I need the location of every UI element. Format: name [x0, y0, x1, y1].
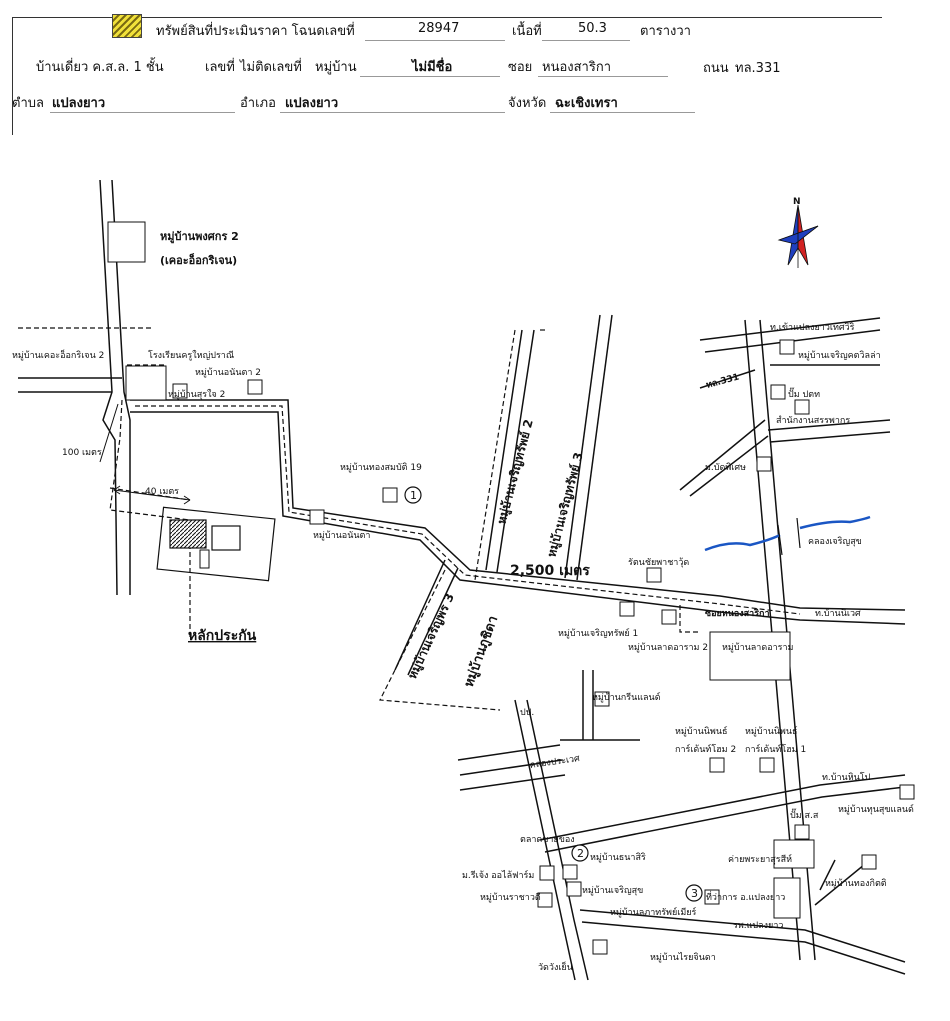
label-thongkitti: หมู่บ้านทองกิตติ [825, 879, 887, 889]
label-khlong-charoen: คลองเจริญสุข [808, 537, 862, 547]
amphoe-name: แปลงยาว [285, 96, 339, 111]
label-charoensap1: หมู่บ้านเจริญทรัพย์ 1 [558, 629, 639, 639]
label-hub-top: ท.เข้าแปลงยาวเทศวิริ [770, 323, 855, 333]
label-hub-right2: ท.บ้านหินโป [822, 773, 871, 783]
label-onanta2: หมู่บ้านอนันตา 2 [195, 368, 261, 378]
road-name: ทล.331 [735, 61, 781, 76]
label-camp: ค่ายพระยาสุรสีห์ [728, 855, 793, 865]
label-province: จังหวัด [508, 96, 547, 111]
label-khunluksangkhan: หมู่บ้านทุนสุขแลนด์ [838, 805, 914, 815]
label-charoenporn3: หมู่บ้านเจริญพร 3 [405, 590, 458, 682]
label-pumpsiam: ปั๊ม ส.ส [790, 811, 819, 821]
label-area: เนื้อที่ [512, 24, 542, 39]
label-house-no: เลขที่ [205, 60, 235, 75]
label-soi: ซอย [508, 60, 533, 75]
label-road: ถนน [703, 61, 729, 76]
marker-1: 1 [410, 489, 417, 502]
bridge-marks [778, 518, 800, 555]
label-laosap: หมู่บ้านลาดอาราม [722, 643, 794, 653]
label-phuchida: หมู่บ้านภูชิดา [461, 614, 502, 690]
label-school: โรงเรียนครูใหญ่ปราณี [148, 351, 235, 361]
deed-number: 28947 [418, 21, 460, 36]
label-khlong-prawet: คลองประเวศ [529, 754, 581, 771]
label-ptt: ปั๊ม ปตท [788, 390, 820, 400]
label-nipon1-sub: การ์เด้นท์โฮม 1 [745, 745, 807, 755]
label-bsthailand: ม.รีเจ้ง ออไล้ฟาร์ม [462, 871, 535, 881]
house-number: ไม่ติดเลขที่ [240, 60, 302, 75]
label-collateral: หลักประกัน [188, 628, 257, 644]
area-unit: ตารางวา [640, 24, 691, 39]
label-raichanika: หมู่บ้านไรยจินดา [650, 953, 716, 963]
label-laosap2: หมู่บ้านลาดอาราม 2 [628, 643, 709, 653]
label-property: ทรัพย์สินที่ประเมินราคา โฉนดเลขที่ [156, 24, 355, 39]
label-hub-right: ท.บ้านนิเวศ [815, 609, 861, 619]
north-label: N [793, 197, 801, 207]
label-surajai2: หมู่บ้านสุรใจ 2 [168, 390, 226, 400]
label-amphoe-office: ที่ว่าการ อ.แปลงยาว [706, 893, 786, 903]
label-nipon2: หมู่บ้านนิพนธ์ [675, 727, 728, 737]
label-pongsakorn2-sub: (เคอะอ็อกริเจน) [160, 254, 238, 267]
label-greenland: หมู่บ้านกรีนแลนด์ [592, 693, 661, 703]
label-charoensap3: หมู่บ้านเจริญทรัพย์ 3 [544, 450, 586, 559]
label-thongsombat19: หมู่บ้านทองสมบัติ 19 [340, 463, 422, 473]
label-charoensap2: หมู่บ้านเจริญทรัพย์ 2 [494, 417, 536, 526]
label-amphoe: อำเภอ [240, 96, 276, 111]
tambon-name: แปลงยาว [52, 96, 106, 111]
label-chareonsuk: หมู่บ้านเจริญสุข [582, 886, 644, 896]
label-nipon1: หมู่บ้านนิพนธ์ [745, 727, 798, 737]
label-market: ตลาดขายของ [520, 835, 575, 845]
building-type: บ้านเดี่ยว ค.ส.ล. 1 ชั้น [36, 60, 164, 75]
label-taxoffice: สำนักงานสรรพากร [776, 416, 851, 426]
label-dist2500: 2,500 เมตร [510, 563, 590, 579]
label-rachada: หมู่บ้านราชาวดี [480, 893, 541, 903]
label-tambon: ตำบล [12, 96, 44, 111]
label-dist100: 100 เมตร [62, 448, 102, 458]
label-charoenkotwilla: หมู่บ้านเจริญคตวิลล่า [798, 351, 881, 361]
label-ratnachai: รัตนชัยพาชาวุ้ด [628, 558, 690, 568]
province-name: ฉะเชิงเทรา [555, 96, 618, 111]
label-dist40: 40 เมตร [145, 487, 180, 497]
label-nipon2-sub: การ์เด้นท์โฮม 2 [675, 745, 737, 755]
label-village: หมู่บ้าน [315, 60, 357, 75]
label-bangkhla: ม.บัดพิเศษ [705, 463, 747, 473]
label-watwangyen: วัดวังเย็น [538, 963, 573, 973]
marker-3: 3 [691, 887, 698, 900]
label-pongsakorn2: หมู่บ้านพงศกร 2 [160, 230, 239, 243]
label-mooban-laosri: หมู่บ้านลภาทรัพย์เมียร์ [610, 908, 697, 918]
north-arrow-icon [779, 205, 818, 268]
village-name: ไม่มีชื่อ [412, 60, 453, 75]
area-value: 50.3 [578, 21, 607, 36]
label-nongsarika: ซอยหนองสาริกา [705, 609, 770, 619]
label-hospital: รพ.แปลงยาว [733, 921, 784, 931]
label-onanta: หมู่บ้านอนันตา [313, 531, 371, 541]
label-thanasiri: หมู่บ้านธนาสิริ [590, 853, 646, 863]
soi-name: หนองสาริกา [542, 60, 611, 75]
label-keoriggen2: หมู่บ้านเคอะอ็อกริเจน 2 [12, 351, 105, 361]
label-tol331: ทล.331 [705, 372, 741, 391]
label-pp: ปป. [520, 708, 535, 718]
marker-2: 2 [577, 847, 584, 860]
